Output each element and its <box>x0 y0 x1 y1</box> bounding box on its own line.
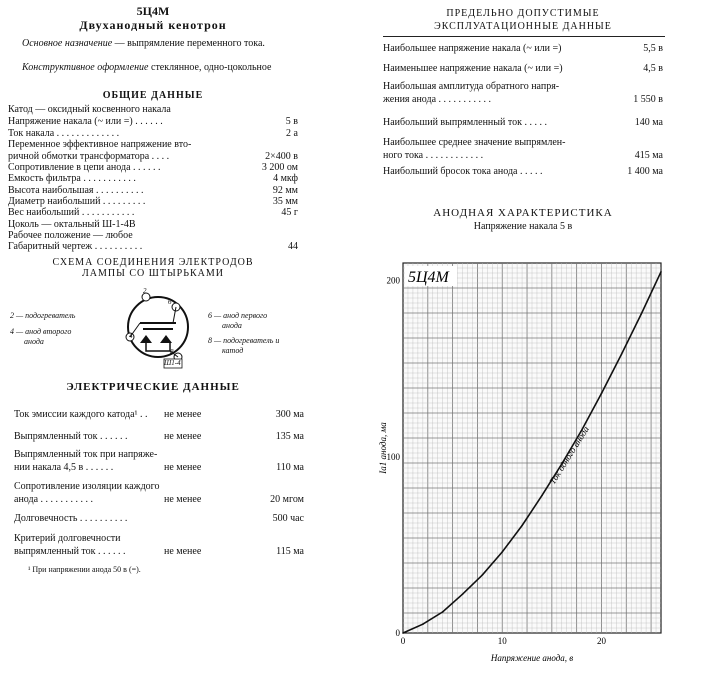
footnote: ¹ При напряжении анода 50 в (=). <box>28 565 141 574</box>
pin-label-2: 2 — подогреватель <box>10 311 76 320</box>
limits-heading-rule <box>383 36 665 37</box>
data-point <box>462 593 464 595</box>
purpose-value: — выпрямление переменного тока. <box>114 38 265 49</box>
electrical-row <box>14 448 304 474</box>
y-tick-label: 0 <box>395 628 400 638</box>
design-value: стеклянное, одно-цокольное <box>151 62 272 73</box>
general-row-label: Рабочее положение — любое <box>8 230 133 241</box>
electrical-row <box>14 532 304 558</box>
data-point <box>521 525 523 527</box>
limits-heading-1: ПРЕДЕЛЬНО ДОПУСТИМЫЕ <box>446 8 600 19</box>
electrical-row-label: Выпрямленный ток . . . . . . <box>14 431 128 442</box>
electrical-row-value: 110 ма <box>276 462 304 473</box>
data-point <box>442 611 444 613</box>
pin-connection-diagram <box>118 285 198 370</box>
limits-row <box>383 62 663 75</box>
tube-title: Двуханодный кенотрон <box>79 18 227 32</box>
general-row-value: 35 мм <box>272 196 298 207</box>
electrical-row-condition: не менее <box>164 409 202 420</box>
general-row-value <box>228 139 298 151</box>
data-point <box>601 393 603 395</box>
general-row-value: 2 а <box>286 128 298 139</box>
general-row-value: 45 г <box>281 207 298 218</box>
limits-row <box>383 116 663 129</box>
limits-row-value: 5,5 в <box>643 43 663 54</box>
pin-number-6: 6 <box>168 298 172 306</box>
limits-row-value: 415 ма <box>634 150 663 161</box>
chart-subheading: Напряжение накала 5 в <box>473 221 573 232</box>
general-row-label: ричной обмотки трансформатора . . . . <box>8 151 170 162</box>
limits-row-value: 1 400 ма <box>627 166 663 177</box>
general-row-label: Диаметр наибольший . . . . . . . . . <box>8 196 146 207</box>
anode-characteristic-chart <box>368 245 678 665</box>
electrical-row-value: 135 ма <box>275 431 304 442</box>
pin-heading-2: ЛАМПЫ СО ШТЫРЬКАМИ <box>82 268 224 279</box>
tube-label: 5Ц4М <box>408 269 449 286</box>
pin-label-4b: анода <box>24 337 44 346</box>
electrical-row-condition: не менее <box>164 494 202 505</box>
design-paragraph <box>8 62 304 74</box>
electrical-row <box>14 408 304 421</box>
pin-label-8: 8 — подогреватель и <box>208 336 280 345</box>
general-row <box>8 173 298 185</box>
electrical-row-value: 20 мгом <box>270 494 304 505</box>
limits-row-label: Наибольшее среднее значение выпрямлен- ного тока . . . . . . . . . . . . <box>383 137 566 161</box>
general-row-value: 3 200 ом <box>261 162 298 173</box>
data-point <box>501 551 503 553</box>
general-heading: ОБЩИЕ ДАННЫЕ <box>102 90 204 101</box>
data-point <box>422 623 424 625</box>
data-point <box>482 574 484 576</box>
electrical-row-condition: не менее <box>164 431 202 442</box>
x-tick-label: 10 <box>497 636 507 646</box>
purpose-label: Основное назначение <box>22 38 113 49</box>
curve-label: Ток одного анода <box>547 424 591 486</box>
y-axis-label: Iа1 анода, ма <box>378 422 388 474</box>
general-row-label: Емкость фильтра . . . . . . . . . . . <box>8 173 136 184</box>
general-row-label: Габаритный чертеж . . . . . . . . . . <box>8 241 143 252</box>
pin-number-4: 4 <box>129 332 133 340</box>
limits-row <box>383 80 663 106</box>
electrical-row <box>14 480 304 506</box>
general-row-value: 44 <box>288 241 298 252</box>
data-point <box>640 313 642 315</box>
electrical-heading: ЭЛЕКТРИЧЕСКИЕ ДАННЫЕ <box>66 381 240 393</box>
pin-number-2: 2 <box>143 287 147 295</box>
limits-row <box>383 136 663 162</box>
chart-heading: АНОДНАЯ ХАРАКТЕРИСТИКА <box>433 207 613 219</box>
general-row-label: Переменное эффективное напряжение вто- <box>8 139 192 150</box>
limits-heading-2: ЭКСПЛУАТАЦИОННЫЕ ДАННЫЕ <box>434 21 612 32</box>
limits-row-label: Наибольший выпрямленный ток . . . . . <box>383 117 547 128</box>
electrical-row-label: Сопротивление изоляции каждого анода . . . . . . . . . . . <box>14 481 160 505</box>
limits-row-value: 140 ма <box>634 117 663 128</box>
general-row <box>8 116 298 128</box>
pin-base-mark: Ш1-4 <box>164 359 181 367</box>
pin-label-8b: катод <box>222 346 244 355</box>
electrical-row-condition: не менее <box>164 462 202 473</box>
general-row-value <box>228 104 298 116</box>
y-tick-label: 100 <box>386 451 400 462</box>
data-point <box>660 271 662 273</box>
limits-row-label: Наименьшее напряжение накала (~ или =) <box>383 63 563 74</box>
data-point <box>541 495 543 497</box>
data-point <box>621 354 623 356</box>
electrical-row-label: Выпрямленный ток при напряже- нии накала 4,5 в . . . . . . <box>14 449 158 473</box>
general-row <box>8 139 298 151</box>
limits-row-label: Наибольший бросок тока анода . . . . . <box>383 166 543 177</box>
general-row-label: Высота наибольшая . . . . . . . . . . <box>8 185 144 196</box>
general-row-value: 92 мм <box>272 185 298 196</box>
x-tick-label: 0 <box>400 636 406 646</box>
pin-heading-1: СХЕМА СОЕДИНЕНИЯ ЭЛЕКТРОДОВ <box>52 257 254 268</box>
limits-row-value: 1 550 в <box>633 94 663 105</box>
x-tick-label: 20 <box>596 636 606 646</box>
electrical-row-label: Долговечность . . . . . . . . . . <box>14 513 128 524</box>
general-row-value: 2×400 в <box>265 151 298 162</box>
electrical-row <box>14 512 304 525</box>
general-row <box>8 241 298 253</box>
general-row-label: Напряжение накала (~ или =) . . . . . . <box>8 116 163 127</box>
electrical-row-value: 300 ма <box>275 409 304 420</box>
data-point <box>402 632 404 634</box>
general-row-value: 5 в <box>285 116 298 127</box>
pin-number-8: 8 <box>170 348 174 356</box>
pin-label-6: 6 — анод первого <box>208 311 268 320</box>
x-axis-label: Напряжение анода, в <box>490 653 574 663</box>
pin-label-6b: анода <box>222 321 242 330</box>
tube-name: 5Ц4М <box>136 4 170 18</box>
general-row-label: Катод — оксидный косвенного накала <box>8 104 171 115</box>
limits-row-value: 4,5 в <box>643 63 663 74</box>
general-row-label: Сопротивление в цепи анода . . . . . . <box>8 162 161 173</box>
electrical-row-label: Ток эмиссии каждого катода¹ . . <box>14 409 148 420</box>
general-row-label: Вес наибольший . . . . . . . . . . . <box>8 207 135 218</box>
limits-row <box>383 42 663 55</box>
electrical-row-label: Критерий долговечности выпрямленный ток . . . . . . <box>14 533 126 557</box>
electrical-row <box>14 430 304 443</box>
general-row <box>8 207 298 219</box>
design-label: Конструктивное оформление <box>22 62 149 73</box>
electrical-row-value: 500 час <box>272 513 304 524</box>
pin-label-4: 4 — анод второго <box>10 327 72 336</box>
limits-row-label: Наибольшее напряжение накала (~ или =) <box>383 43 562 54</box>
limits-row <box>383 165 663 178</box>
y-tick-label: 200 <box>386 275 400 286</box>
general-row-value: 4 мкф <box>273 173 298 184</box>
general-row-label: Цоколь — октальный Ш-1-4В <box>8 219 136 230</box>
general-row-label: Ток накала . . . . . . . . . . . . . <box>8 128 120 139</box>
electrical-row-value: 115 ма <box>276 546 304 557</box>
electrical-row-condition: не менее <box>164 546 202 557</box>
general-row <box>8 104 298 116</box>
purpose-paragraph <box>8 38 304 50</box>
limits-row-label: Наибольшая амплитуда обратного напря- жения анода . . . . . . . . . . . <box>383 81 560 105</box>
